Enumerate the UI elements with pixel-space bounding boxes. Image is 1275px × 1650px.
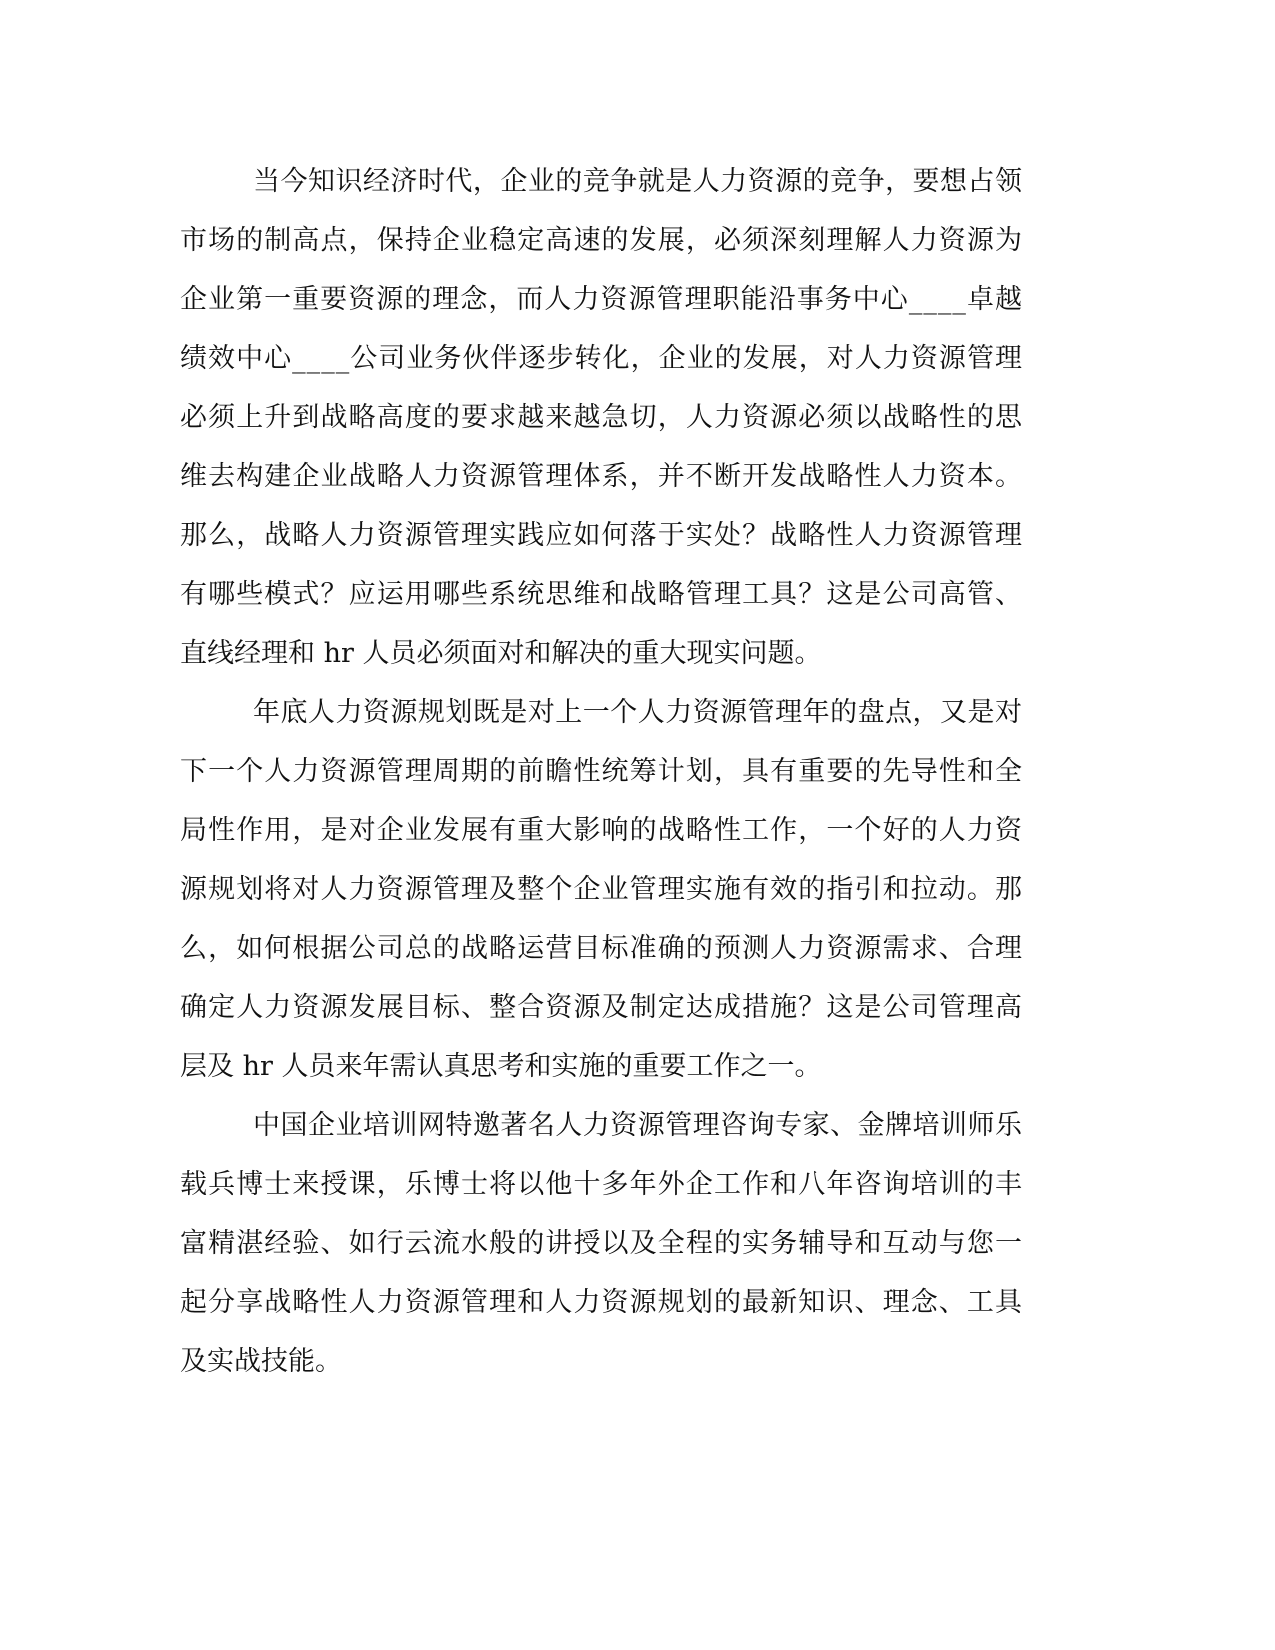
text-line: 维去构建企业战略人力资源管理体系，并不断开发战略性人力资本。: [180, 461, 1024, 492]
text-line: 直线经理和 hr 人员必须面对和解决的重大现实问题。: [180, 638, 822, 669]
text-line: 局性作用，是对企业发展有重大影响的战略性工作，一个好的人力资: [180, 815, 1024, 846]
text-line: 年底人力资源规划既是对上一个人力资源管理年的盘点，又是对: [253, 697, 1023, 728]
text-line: 富精湛经验、如行云流水般的讲授以及全程的实务辅导和互动与您一: [180, 1228, 1024, 1259]
text-line: 当今知识经济时代，企业的竞争就是人力资源的竞争，要想占领: [253, 166, 1023, 197]
text-line: 层及 hr 人员来年需认真思考和实施的重要工作之一。: [180, 1051, 822, 1082]
text-line: 确定人力资源发展目标、整合资源及制定达成措施？这是公司管理高: [180, 992, 1024, 1023]
text-line: 起分享战略性人力资源管理和人力资源规划的最新知识、理念、工具: [180, 1287, 1024, 1318]
text-line: 那么，战略人力资源管理实践应如何落于实处？战略性人力资源管理: [180, 520, 1024, 551]
text-line: 载兵博士来授课，乐博士将以他十多年外企工作和八年咨询培训的丰: [180, 1169, 1024, 1200]
text-line: 必须上升到战略高度的要求越来越急切，人力资源必须以战略性的思: [180, 402, 1024, 433]
text-line: 企业第一重要资源的理念，而人力资源管理职能沿事务中心____卓越: [180, 284, 1024, 315]
text-line: 绩效中心____公司业务伙伴逐步转化，企业的发展，对人力资源管理: [180, 343, 1024, 374]
text-line: 么，如何根据公司总的战略运营目标准确的预测人力资源需求、合理: [180, 933, 1024, 964]
text-line: 中国企业培训网特邀著名人力资源管理咨询专家、金牌培训师乐: [253, 1110, 1023, 1141]
text-line: 市场的制高点，保持企业稳定高速的发展，必须深刻理解人力资源为: [180, 225, 1024, 256]
text-line: 源规划将对人力资源管理及整个企业管理实施有效的指引和拉动。那: [180, 874, 1024, 905]
text-line: 及实战技能。: [180, 1346, 342, 1377]
text-line: 下一个人力资源管理周期的前瞻性统筹计划，具有重要的先导性和全: [180, 756, 1024, 787]
text-line: 有哪些模式？应运用哪些系统思维和战略管理工具？这是公司高管、: [180, 579, 1024, 610]
